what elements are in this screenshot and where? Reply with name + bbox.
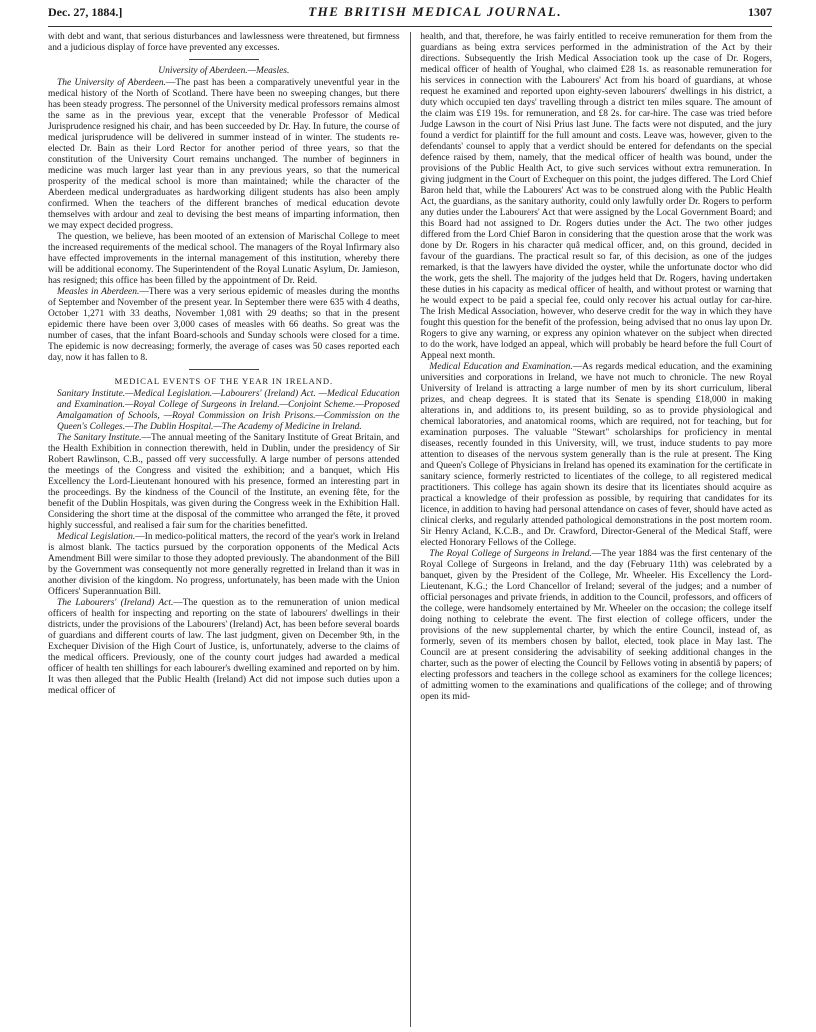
measles-paragraph: [48, 287, 400, 364]
legislation-paragraph: [48, 532, 400, 598]
aberdeen-heading: The University of Aberdeen.: [57, 78, 166, 88]
continuation-paragraph: health, and that, therefore, he was fairly entitled to receive remuneration for them from the guardians as being extra services performed in the administration of the Act by their directions. Subsequently the Irish Medical Association took up the case of Dr. Rogers, medical officer of health of Youghal, who claimed £28 1s. as reasonable remuneration for his services in connection with the Labourers' Act from his board of guardians, at whose request he examined and reported upon eighty-seven labourers' dwellings in his district, a duty which occupied ten days' travelling through a district ten miles square. The amount of the claim was £19 19s. for remuneration, and £8 2s. for car-hire. The case was tried before Judge Lawson in the court of Nisi Prius last June. The facts were not disputed, and the jury found a verdict for plaintiff for the full amount and costs. Leave was, however, given to the defendants' counsel to apply that a verdict should be entered for defendants on the special defence raised by them, namely, that the medical officer of health was bound, under the provisions of the Public Health Act, to give such services without extra remuneration. In giving judgment in the Court of Exchequer on this point, the judges differed. The Lord Chief Baron held that, while the Labourers' Act was to be construed along with the Public Health Act, the guardians, as the sanitary authority, could only lawfully order Dr. Rogers to perform any duties under the Labourers' Act that were assigned by the Local Government Board; and this Board had not assigned to Dr. Rogers duties under the Act. The two other judges differed from the Lord Chief Baron in considering that the question arose that the work was done by Dr. Rogers in his character quâ medical officer, and, on this ground, decided in favour of the guardians. The practical result so far, of this decision, as one of the judges remarked, is that the lawyers have divided the oyster, while the unfortunate doctor who did the work, gets the shell. The majority of the judges held that Dr. Rogers, having undertaken these duties in his capacity as medical officer of health, and without protest or warning that he would expect to be paid a special fee, could only recover his actual outlay for car-hire. The Irish Medical Association, however, who deserve credit for the way in which they have fought this question for the benefit of the profession, being advised that no onus lay upon Dr. Rogers to give any warning, or express any opinion whatever on the subject when directed to do the work, have lodged an appeal, which will probably be heard before the full Court of Appeal next month.: [420, 32, 772, 361]
legislation-heading: Medical Legislation.: [57, 532, 136, 542]
measles-text: —There was a very serious epidemic of measles during the months of September and November of the present year. In September there were 635 with 4 deaths, October 1,271 with 33 deaths, November 1,081 with 29 deaths; so that in the present epidemic there have been over 3,000 cases of measles with 66 deaths. So great was the number of cases, that the infant Board-schools and Sunday schools were closed for a time. The epidemic is now decreasing; formerly, the average of cases was 50 cases reported each day, now it has fallen to 8.: [48, 287, 400, 363]
sanitary-paragraph: [48, 433, 400, 532]
running-head: [48, 4, 772, 27]
intro-paragraph: with debt and want, that serious disturbances and lawlessness were threatened, but firmness and a judicious display of force have prevented any excesses.: [48, 32, 400, 53]
rcsi-heading: The Royal College of Surgeons in Ireland.: [429, 549, 592, 559]
education-text: —As regards medical education, and the examining universities and corporations in Ireland, we have not much to chronicle. The new Royal University of Ireland is attracting a large number of men by its short curriculum, liberal prizes, and cheap degrees. It is stated that its Senate is spending £18,000 in making alterations in, and additions to, its present building, so as to provide physiological and chemical laboratories, and anatomical rooms, which are required, not for teaching, but for examination purposes. The valuable "Stewart" scholarships for proficiency in mental diseases, recently founded in this University, will, we trust, induce students to pay more attention to diseases of the nervous system generally than is the rule at present. The King and Queen's College of Physicians in Ireland has opened its examination for the certificate in sanitary science, formerly restricted to licentiates of the college, to all registered medical practitioners. This college has again shown its desire that its licentiates should acquire as practical a knowledge of their profession as possible, by requiring that candidates for its licence, in addition to having had personal attendance on cases of fever, should have acted as clinical clerks, and regularly attended pathological demonstrations in the post mortem room. Sir Henry Acland, K.C.B., and Dr. Crawford, Director-General of the Medical Staff, were elected Honorary Fellows of the College.: [420, 362, 772, 548]
labourers-heading: The Labourers' (Ireland) Act.: [57, 598, 174, 608]
aberdeen-paragraph: [48, 78, 400, 232]
issue-date: Dec. 27, 1884.]: [48, 5, 123, 19]
education-paragraph: [420, 362, 772, 549]
article-columns: [48, 32, 772, 1027]
rcsi-paragraph: [420, 549, 772, 703]
section-divider: [189, 59, 259, 60]
page-number: 1307: [747, 5, 772, 19]
legislation-text: —In medico-political matters, the record of the year's work in Ireland is almost blank. The tactics pursued by the corporation opponents of the Medical Acts Amendment Bill were similar to those they adopted previously. The abandonment of the Bill by the Government was consequently not more generally regretted in Ireland than it was in another division of the kingdom. No progress, unfortunately, has been made with the Union Officers' Superannuation Bill.: [48, 532, 400, 597]
rcsi-text: —The year 1884 was the first centenary of the Royal College of Surgeons in Ireland, and the day (February 11th) was celebrated by a banquet, given by the President of the College, Mr. Wheeler. His Excellency the Lord-Lieutenant, K.G.; the Lord Chancellor of Ireland; several of the judges; and a number of official personages and private friends, in addition to the Council, professors, and officers of the college, were handsomely entertained by Mr. Wheeler on the occasion; the college itself doing nothing to celebrate the event. The first election of college officers, under the provisions of the new supplemental charter, by which the entire Council, instead of, as formerly, seven of its members chosen by ballot, elected, took place in May last. The Council are at present considering the advisability of seeking additional changes in the charter, such as the power of electing the Council by Fellows voting in absentiâ by papers; of electing professors and teachers in the college school as examiners for the college licences; of admitting women to the examinations and qualifications of the college; and of throwing open its mid-: [420, 549, 772, 702]
marischal-paragraph: The question, we believe, has been mooted of an extension of Marischal College to meet the increased requirements of the medical school. The managers of the Royal Infirmary also have effected improvements in the internal management of this institution, whereby there will be additional economy. The Superintendent of the Royal Lunatic Asylum, Dr. Jamieson, has resigned; this office has been filled by the appointment of Dr. Reid.: [48, 232, 400, 286]
aberdeen-section-title: University of Aberdeen.—Measles.: [158, 66, 290, 76]
sanitary-heading: The Sanitary Institute.: [57, 433, 142, 443]
ireland-summary: Sanitary Institute.—Medical Legislation.—Labourers' (Ireland) Act. —Medical Education and Examination.—Royal College of Surgeons in Ireland.—Conjoint Scheme.—Proposed Amalgamation of Schools, —Royal Commission on Irish Prisons.—Commission on the Queen's Colleges.—The Dublin Hospital.—The Academy of Medicine in Ireland.: [57, 389, 400, 432]
labourers-text: —The question as to the remuneration of union medical officers of health for inspecting and reporting on the state of labourers' dwellings in their districts, under the provisions of the Labourers' (Ireland) Act, has been before several boards of guardians and different courts of law. The last judgment, given on December 9th, in the Exchequer Division of the High Court of Justice, is, unfortunately, adverse to the claims of the medical officers. Previously, one of the county court judges had awarded a medical officer of health ten shillings for each labourer's dwelling examined and reported on by him. It was then alleged that the Public Health (Ireland) Act did not impose such duties upon a medical officer of: [48, 598, 400, 696]
sanitary-text: —The annual meeting of the Sanitary Institute of Great Britain, and the Health Exhibition in connection therewith, held in Dublin, under the presidency of Sir Robert Rawlinson, C.B., passed off very successfully. A large number of persons attended the meetings of the Congress and visited the exhibition; and a banquet, which His Excellency the Lord-Lieutenant honoured with his presence, formed an interesting part in the proceedings. By the kindness of the Council of the Institute, an evening fête, for the benefit of the Dublin Hospitals, was given during the Congress week in the Exhibition Hall. Considering the short time at the disposal of the committee who arranged the fête, it proved highly successful, and realised a fair sum for the charities benefitted.: [48, 433, 400, 531]
right-column: [420, 32, 772, 1027]
left-column: [48, 32, 400, 1027]
section-divider: [189, 369, 259, 370]
aberdeen-text: —The past has been a comparatively uneventful year in the medical history of the North of Scotland. There have been no sweeping changes, but there has been steady progress. The personnel of the University medical professors remains almost the same as in the previous year, except that the venerable Professor of Medical Jurisprudence resigned his chair, and has been succeeded by Dr. Hay. In future, the course of medical jurisprudence will be delivered in summer instead of in winter. The students re-elected Dr. Bain as their Lord Rector for another period of three years, so that the constitution of the University Court remains unchanged. The number of beginners in medicine was much larger last year than in any previous years, so that the numerical prosperity of the medical school is more than maintained; while the character of the Aberdeen medical undergraduates as hardworking diligent students has also been amply confirmed. When the teachers of the different branches of medical education devote themselves with ardour and zeal to devising the best means of imparting information, then we may expect decided progress.: [48, 78, 400, 231]
education-heading: Medical Education and Examination.: [429, 362, 573, 372]
journal-title: THE BRITISH MEDICAL JOURNAL.: [308, 4, 563, 19]
ireland-section-title: MEDICAL EVENTS OF THE YEAR IN IRELAND.: [114, 376, 333, 386]
measles-heading: Measles in Aberdeen.: [57, 287, 140, 297]
column-divider: [410, 32, 411, 1027]
labourers-paragraph: [48, 598, 400, 697]
